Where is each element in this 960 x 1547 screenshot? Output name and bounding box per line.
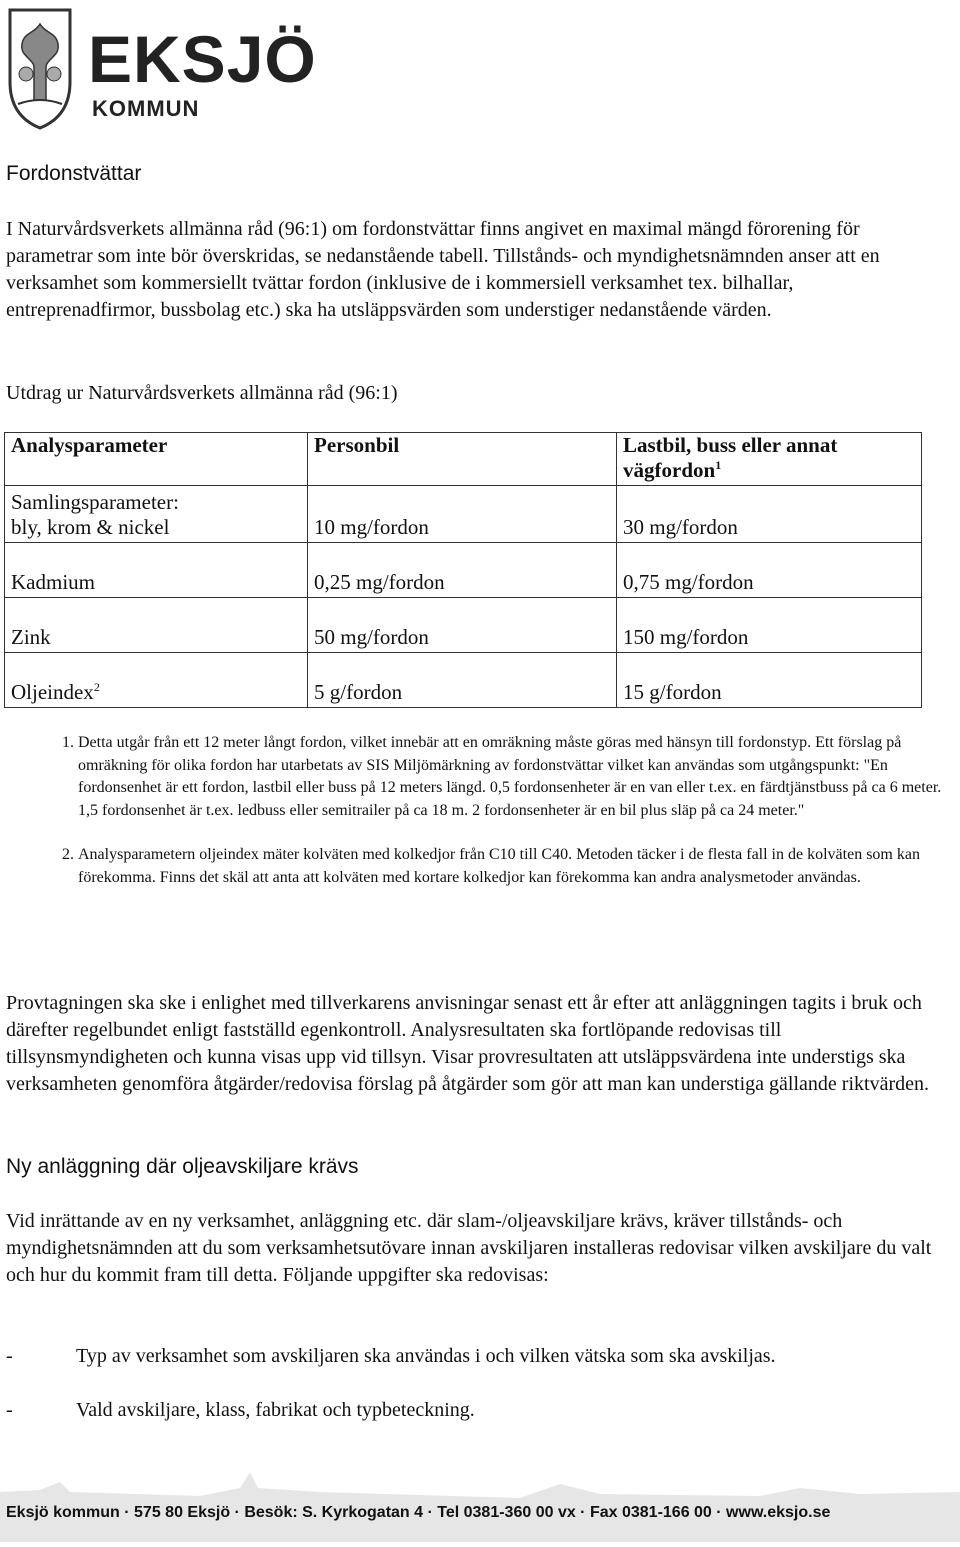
intro-paragraph: I Naturvårdsverkets allmänna råd (96:1) om fordonstvättar finns angivet en maximal mängd förorening för parametrar som inte bör överskridas, se nedanstående tabell. Tillstånds- och myndighetsnämnden anser att en verksamhet som kommersiellt tvättar fordon (inklusive de i kommersiell verksamhet tex. bilhallar, entreprenadfirmor, bussbolag etc.) ska ha utsläppsvärden som understiger nedanstående värden.	[6, 218, 880, 321]
logo-wordmark: EKSJÖ	[88, 22, 317, 96]
table-cell-param: Kadmium	[5, 543, 308, 598]
table-cell-truck: 0,75 mg/fordon	[617, 543, 922, 598]
town-silhouette-icon	[0, 1462, 960, 1542]
table-row	[5, 486, 922, 543]
table-header-parameter: Analysparameter	[5, 433, 308, 486]
table-cell-param: Zink	[5, 598, 308, 653]
table-row	[5, 598, 922, 653]
table-row	[5, 653, 922, 708]
table-cell-param: Samlingsparameter: bly, krom & nickel	[5, 486, 308, 543]
table-cell-truck: 30 mg/fordon	[617, 486, 922, 543]
section-heading-fordonstvattar: Fordonstvättar	[6, 162, 142, 185]
excerpt-label: Utdrag ur Naturvårdsverkets allmänna råd (96:1)	[6, 382, 398, 404]
coat-of-arms-icon	[4, 4, 76, 132]
requirements-list	[6, 1345, 776, 1453]
new-installation-paragraph: Vid inrättande av en ny verksamhet, anläggning etc. där slam-/oljeavskiljare krävs, kräver tillstånds- och myndighetsnämnden att du som verksamhetsutövare innan avskiljaren installeras redovisar vilken avskiljare du valt och hur du kommit fram till detta. Följande uppgifter ska redovisas:	[6, 1210, 932, 1286]
footnote-item: 1. Detta utgår från ett 12 meter långt fordon, vilket innebär att en omräkning måste göras med hänsyn till fordonstyp. Ett förslag på omräkning för olika fordon har utarbetats av SIS Miljömärkning av fordonstvättar vilket kan användas som utgångspunkt: "En fordonsenhet är ett fordon, lastbil eller buss på 12 meters längd. 0,5 fordonsenheter är en van eller t.ex. en färdtjänstbuss på ca 6 meter. 1,5 fordonsenhet är t.ex. ledbuss eller semitrailer på ca 18 m. 2 fordonsenheter är en bil plus släp på ca 24 meter."	[78, 732, 958, 822]
sampling-paragraph: Provtagningen ska ske i enlighet med tillverkarens anvisningar senast ett år efter att anläggningen tagits i bruk och därefter regelbundet enligt fastställd egenkontroll. Analysresultaten ska fortlöpande redovisas till tillsynsmyndigheten och kunna visas upp vid tillsyn. Visar provresultaten att utsläppsvärdena inte understigs ska verksamheten genomföra åtgärder/redovisa förslag på åtgärder som gör att man kan understiga gällande riktvärden.	[6, 992, 929, 1095]
footnotes-list	[34, 732, 958, 911]
footer-contact: Eksjö kommun · 575 80 Eksjö · Besök: S. Kyrkogatan 4 · Tel 0381-360 00 vx · Fax 0381-166 00 · www.eksjo.se	[6, 1504, 831, 1521]
table-cell-car: 10 mg/fordon	[308, 486, 617, 543]
table-cell-truck: 150 mg/fordon	[617, 598, 922, 653]
footnote-item: 2. Analysparametern oljeindex mäter kolväten med kolkedjor från C10 till C40. Metoden täcker i de flesta fall in de kolväten som kan förekomma. Finns det skäl att anta att kolväten med kortare kolkedjor kan förekomma kan andra analysmetoder användas.	[78, 844, 958, 889]
table-cell-car: 50 mg/fordon	[308, 598, 617, 653]
table-cell-car: 0,25 mg/fordon	[308, 543, 617, 598]
table-row	[5, 543, 922, 598]
table-header-car: Personbil	[308, 433, 617, 486]
table-cell-param: Oljeindex$^2$	[5, 653, 308, 708]
list-item: - Typ av verksamhet som avskiljaren ska användas i och vilken vätska som ska avskiljas.	[6, 1345, 776, 1367]
table-cell-truck: 15 g/fordon	[617, 653, 922, 708]
limits-table	[4, 432, 922, 708]
table-header-truck: Lastbil, buss eller annat vägfordon$^1$	[617, 433, 922, 486]
section-heading-new-installation: Ny anläggning där oljeavskiljare krävs	[6, 1155, 359, 1178]
logo-subtitle: KOMMUN	[92, 96, 200, 121]
list-item: - Vald avskiljare, klass, fabrikat och typbeteckning.	[6, 1399, 475, 1421]
municipality-logo	[0, 0, 317, 140]
footer-band	[0, 1462, 960, 1542]
table-cell-car: 5 g/fordon	[308, 653, 617, 708]
